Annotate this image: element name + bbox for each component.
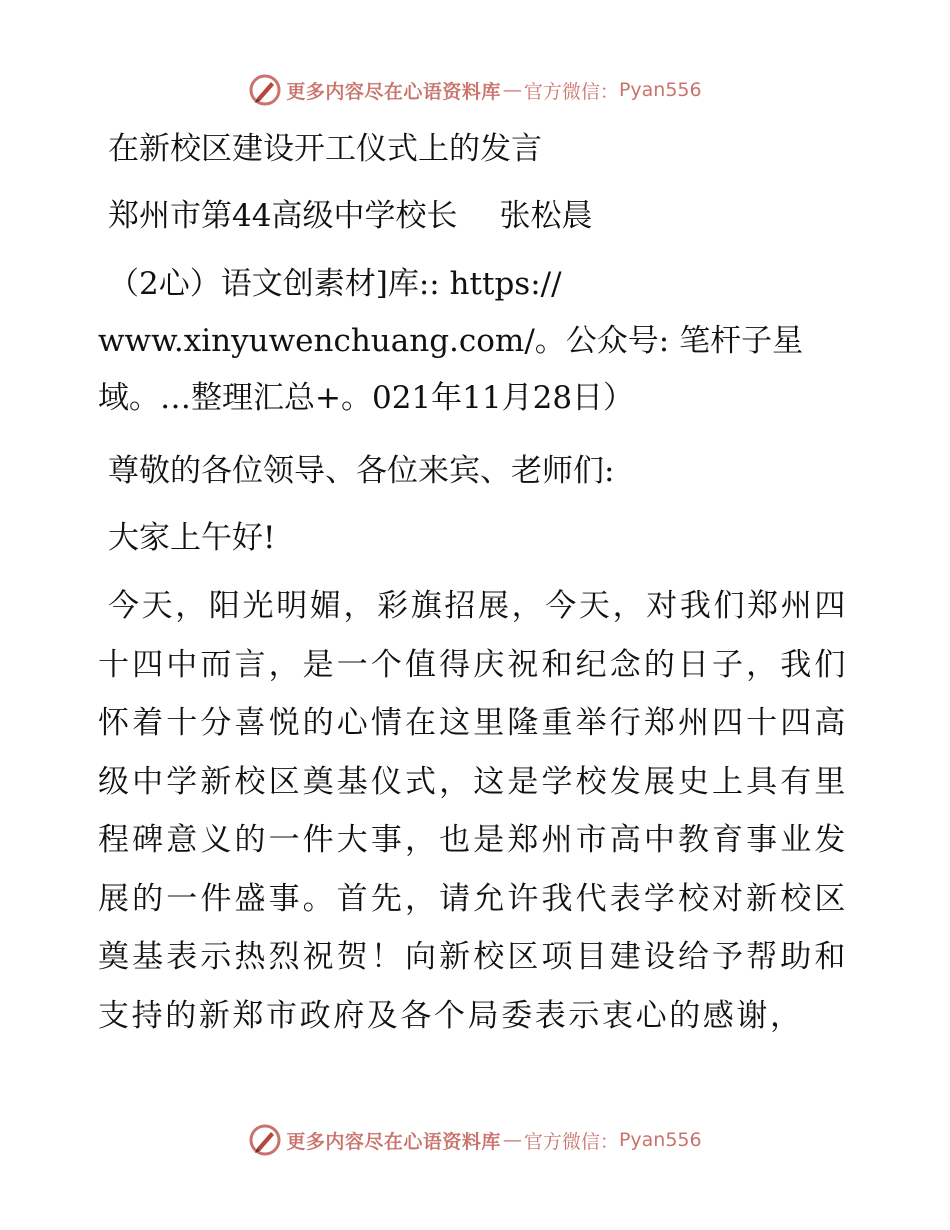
header-brand-text: 更多内容尽在心语资料库 [286,80,501,103]
source-note [98,256,858,427]
footer-watermark-banner [0,1120,950,1160]
document-body [98,120,858,1076]
greeting: 大家上午好! [108,520,276,556]
author-name: 张松晨 [499,198,593,234]
author-line [108,178,858,254]
source-line-3: 域。…整理汇总+。021年11月28日） [98,380,635,416]
source-line-1: （2心）语文创素材]库:: https:// [108,266,562,302]
header-wechat-id: Pyan556 [618,79,702,101]
header-watermark-banner [0,70,950,110]
pen-logo-icon [248,73,282,107]
source-line-2: www.xinyuwenchuang.com/。公众号: 笔杆子星 [98,323,804,359]
header-separator: — [502,79,522,101]
footer-wechat-label: 官方微信： [523,1130,619,1153]
salutation: 尊敬的各位领导、各位来宾、老师们: [108,453,615,489]
header-wechat-label: 官方微信： [523,80,619,103]
footer-separator: — [502,1129,522,1151]
body-paragraph: 今天，阳光明媚，彩旗招展，今天，对我们郑州四十四中而言，是一个值得庆祝和纪念的日子，我们怀着十分喜悦的心情在这里隆重举行郑州四十四高级中学新校区奠基仪式，这是学校发展史上具有里程碑意义的一件大事，也是郑州市高中教育事业发展的一件盛事。首先，请允许我代表学校对新校区奠基表示热烈祝贺！向新校区项目建设给予帮助和支持的新郑市政府及各个局委表示衷心的感谢， [98,588,848,1034]
author-organization: 郑州市第44高级中学校长 [108,198,458,234]
pen-logo-icon [248,1123,282,1157]
footer-brand-text: 更多内容尽在心语资料库 [286,1130,501,1153]
footer-wechat-id: Pyan556 [618,1129,702,1151]
document-title: 在新校区建设开工仪式上的发言 [108,131,542,167]
